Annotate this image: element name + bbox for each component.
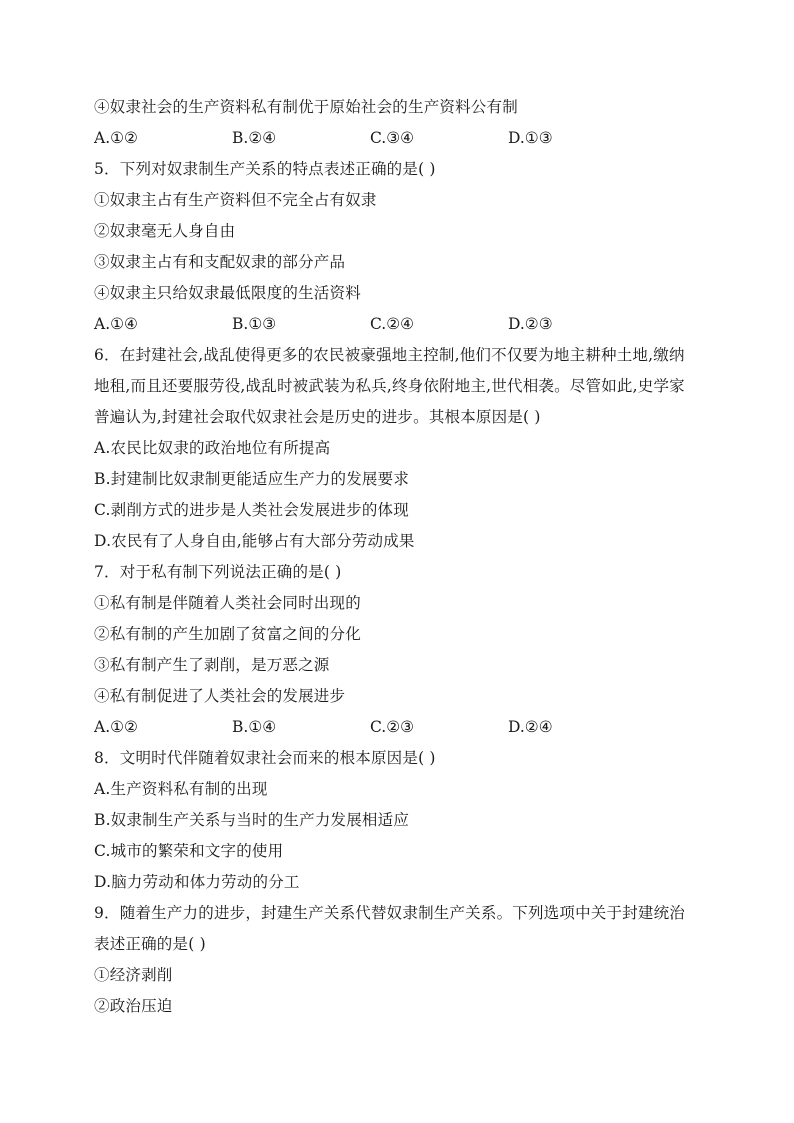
q7-stem: 7．对于私有制下列说法正确的是( ) (94, 563, 342, 581)
q7-item-3: ③私有制产生了剥削，是万恶之源 (94, 656, 330, 674)
q4-item-4: ④奴隶社会的生产资料私有制优于原始社会的生产资料公有制 (94, 98, 518, 116)
q5-item-3: ③奴隶主占有和支配奴隶的部分产品 (94, 253, 346, 271)
q9-item-1: ①经济剥削 (94, 966, 173, 984)
q7-option-a[interactable]: A.①② (94, 718, 138, 736)
q8-stem: 8．文明时代伴随着奴隶社会而来的根本原因是( ) (94, 749, 436, 767)
q7-item-1: ①私有制是伴随着人类社会同时出现的 (94, 594, 361, 612)
q5-option-a[interactable]: A.①④ (94, 315, 138, 333)
q7-option-b[interactable]: B.①④ (232, 718, 277, 736)
q4-option-d[interactable]: D.①③ (508, 129, 553, 147)
q6-stem-line-3: 普遍认为,封建社会取代奴隶社会是历史的进步。其根本原因是( ) (94, 408, 541, 426)
exam-page (94, 92, 714, 1022)
q8-option-b[interactable]: B.奴隶制生产关系与当时的生产力发展相适应 (94, 811, 410, 829)
q8-option-c[interactable]: C.城市的繁荣和文字的使用 (94, 842, 284, 860)
q9-stem-line-1: 9．随着生产力的进步，封建生产关系代替奴隶制生产关系。下列选项中关于封建统治 (94, 904, 685, 922)
q5-stem: 5．下列对奴隶制生产关系的特点表述正确的是( ) (94, 160, 436, 178)
q8-option-d[interactable]: D.脑力劳动和体力劳动的分工 (94, 873, 300, 891)
q7-item-2: ②私有制的产生加剧了贫富之间的分化 (94, 625, 361, 643)
q4-options (94, 123, 714, 154)
q5-option-c[interactable]: C.②④ (370, 315, 415, 333)
q5-item-2: ②奴隶毫无人身自由 (94, 222, 236, 240)
q6-stem-line-2: 地租,而且还要服劳役,战乱时被武装为私兵,终身依附地主,世代相袭。尽管如此,史学家 (94, 377, 685, 395)
q9-item-2: ②政治压迫 (94, 997, 173, 1015)
q5-option-b[interactable]: B.①③ (232, 315, 277, 333)
q4-option-c[interactable]: C.③④ (370, 129, 415, 147)
q5-item-1: ①奴隶主占有生产资料但不完全占有奴隶 (94, 191, 377, 209)
q7-option-c[interactable]: C.②③ (370, 718, 415, 736)
q7-options (94, 712, 714, 743)
q6-option-c[interactable]: C.剥削方式的进步是人类社会发展进步的体现 (94, 501, 409, 519)
q6-option-d[interactable]: D.农民有了人身自由,能够占有大部分劳动成果 (94, 532, 415, 550)
q6-stem-line-1: 6．在封建社会,战乱使得更多的农民被豪强地主控制,他们不仅要为地主耕种土地,缴纳 (94, 346, 685, 364)
q5-item-4: ④奴隶主只给奴隶最低限度的生活资料 (94, 284, 361, 302)
q5-option-d[interactable]: D.②③ (508, 315, 553, 333)
q5-options (94, 309, 714, 340)
q7-item-4: ④私有制促进了人类社会的发展进步 (94, 687, 346, 705)
q4-option-a[interactable]: A.①② (94, 129, 138, 147)
q9-stem-line-2: 表述正确的是( ) (94, 935, 206, 953)
q4-option-b[interactable]: B.②④ (232, 129, 277, 147)
q6-option-b[interactable]: B.封建制比奴隶制更能适应生产力的发展要求 (94, 470, 410, 488)
q8-option-a[interactable]: A.生产资料私有制的出现 (94, 780, 268, 798)
q6-option-a[interactable]: A.农民比奴隶的政治地位有所提高 (94, 439, 331, 457)
q7-option-d[interactable]: D.②④ (508, 718, 553, 736)
